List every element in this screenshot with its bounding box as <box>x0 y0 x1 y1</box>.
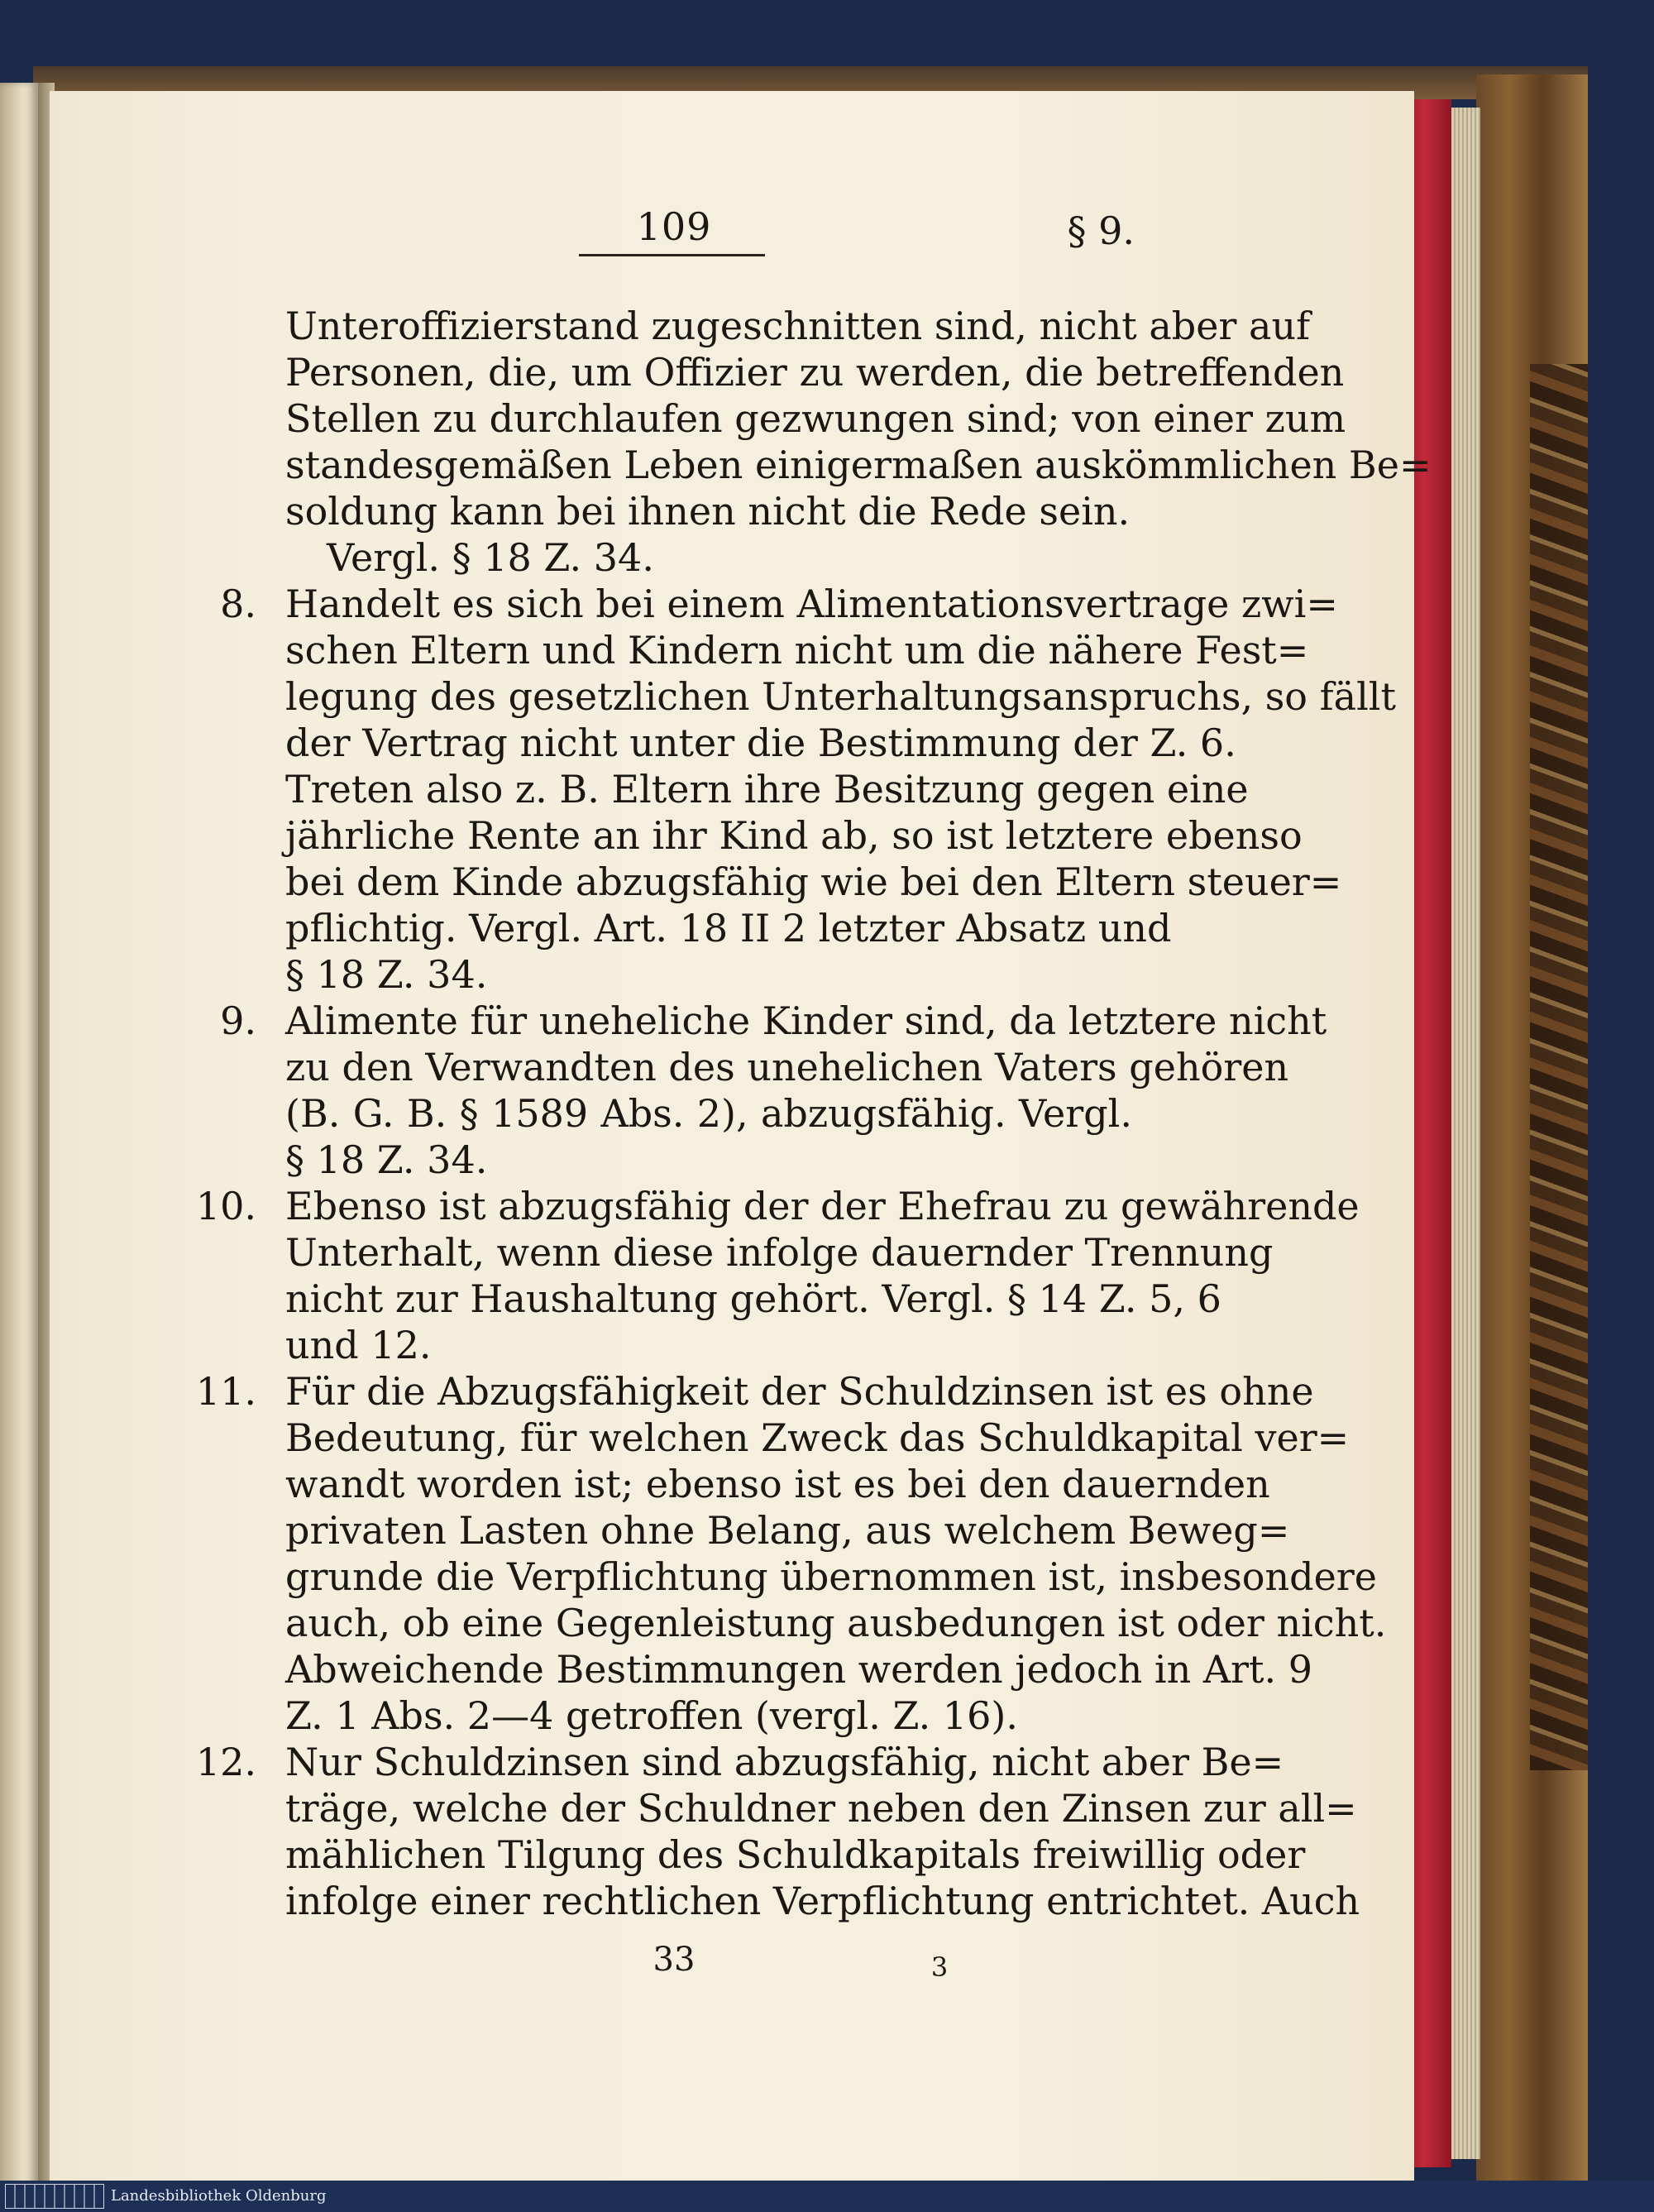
text-line: infolge einer rechtlichen Verpflichtung entrichtet. Auch <box>285 1879 1360 1923</box>
signature-sheet-number: 3 <box>930 1951 949 1983</box>
text-line: § 18 Z. 34. <box>285 1137 488 1182</box>
section-header: § 9. <box>1067 208 1135 253</box>
text-line: zu den Verwandten des unehelichen Vaters gehören <box>285 1045 1289 1089</box>
item-number: 8. <box>220 582 256 626</box>
text-line: Personen, die, um Offizier zu werden, die betreffenden <box>285 350 1345 395</box>
text-line: soldung kann bei ihnen nicht die Rede sein. <box>285 489 1131 534</box>
text-line: pflichtig. Vergl. Art. 18 II 2 letzter Absatz und <box>285 906 1172 950</box>
text-line: Stellen zu durchlaufen gezwungen sind; von einer zum <box>285 396 1346 441</box>
text-line: bei dem Kinde abzugsfähig wie bei den Eltern steuer= <box>285 859 1342 904</box>
cross-reference: Vergl. § 18 Z. 34. <box>327 535 654 580</box>
text-line: Handelt es sich bei einem Alimentationsvertrage zwi= <box>285 582 1338 626</box>
text-line: Treten also z. B. Eltern ihre Besitzung gegen eine <box>285 767 1249 812</box>
text-line: grunde die Verpflichtung übernommen ist, insbesondere <box>285 1554 1378 1599</box>
text-line: Unterhalt, wenn diese infolge dauernder Trennung <box>285 1230 1274 1275</box>
text-line: nicht zur Haushaltung gehört. Vergl. § 14 Z. 5, 6 <box>285 1276 1221 1321</box>
header-rule <box>579 254 765 256</box>
text-line: (B. G. B. § 1589 Abs. 2), abzugsfähig. Vergl. <box>285 1091 1132 1136</box>
text-line: standesgemäßen Leben einigermaßen auskömmlichen Be= <box>285 443 1432 487</box>
item-number: 12. <box>195 1740 256 1784</box>
text-line: mählichen Tilgung des Schuldkapitals freiwillig oder <box>285 1832 1306 1877</box>
text-line: und 12. <box>285 1323 432 1367</box>
library-logo <box>5 2184 104 2209</box>
text-line: privaten Lasten ohne Belang, aus welchem Beweg= <box>285 1508 1290 1553</box>
page-number: 109 <box>636 204 712 249</box>
item-number: 11. <box>195 1369 256 1414</box>
text-line: Ebenso ist abzugsfähig der der Ehefrau zu gewährende <box>285 1184 1360 1228</box>
text-line: Nur Schuldzinsen sind abzugsfähig, nicht aber Be= <box>285 1740 1284 1784</box>
text-line: der Vertrag nicht unter die Bestimmung der Z. 6. <box>285 721 1236 765</box>
item-number: 10. <box>195 1184 256 1228</box>
text-line: schen Eltern und Kindern nicht um die nähere Fest= <box>285 628 1309 673</box>
text-line: wandt worden ist; ebenso ist es bei den dauernden <box>285 1462 1270 1506</box>
text-line: § 18 Z. 34. <box>285 952 488 997</box>
text-line: legung des gesetzlichen Unterhaltungsanspruchs, so fällt <box>285 674 1396 719</box>
text-line: Alimente für uneheliche Kinder sind, da letztere nicht <box>285 998 1327 1043</box>
text-line: jährliche Rente an ihr Kind ab, so ist letztere ebenso <box>285 813 1303 858</box>
library-label: Landesbibliothek Oldenburg <box>111 2187 327 2205</box>
text-line: Z. 1 Abs. 2—4 getroffen (vergl. Z. 16). <box>285 1693 1018 1738</box>
text-line: Für die Abzugsfähigkeit der Schuldzinsen ist es ohne <box>285 1369 1314 1414</box>
text-line: träge, welche der Schuldner neben den Zinsen zur all= <box>285 1786 1357 1831</box>
text-line: auch, ob eine Gegenleistung ausbedungen ist oder nicht. <box>285 1601 1387 1645</box>
item-number: 9. <box>220 998 256 1043</box>
text-line: Bedeutung, für welchen Zweck das Schuldkapital ver= <box>285 1415 1350 1460</box>
text-line: Abweichende Bestimmungen werden jedoch in Art. 9 <box>285 1647 1313 1692</box>
text-line: Unteroffizierstand zugeschnitten sind, nicht aber auf <box>285 304 1311 348</box>
signature-mark: 33 <box>653 1941 696 1979</box>
